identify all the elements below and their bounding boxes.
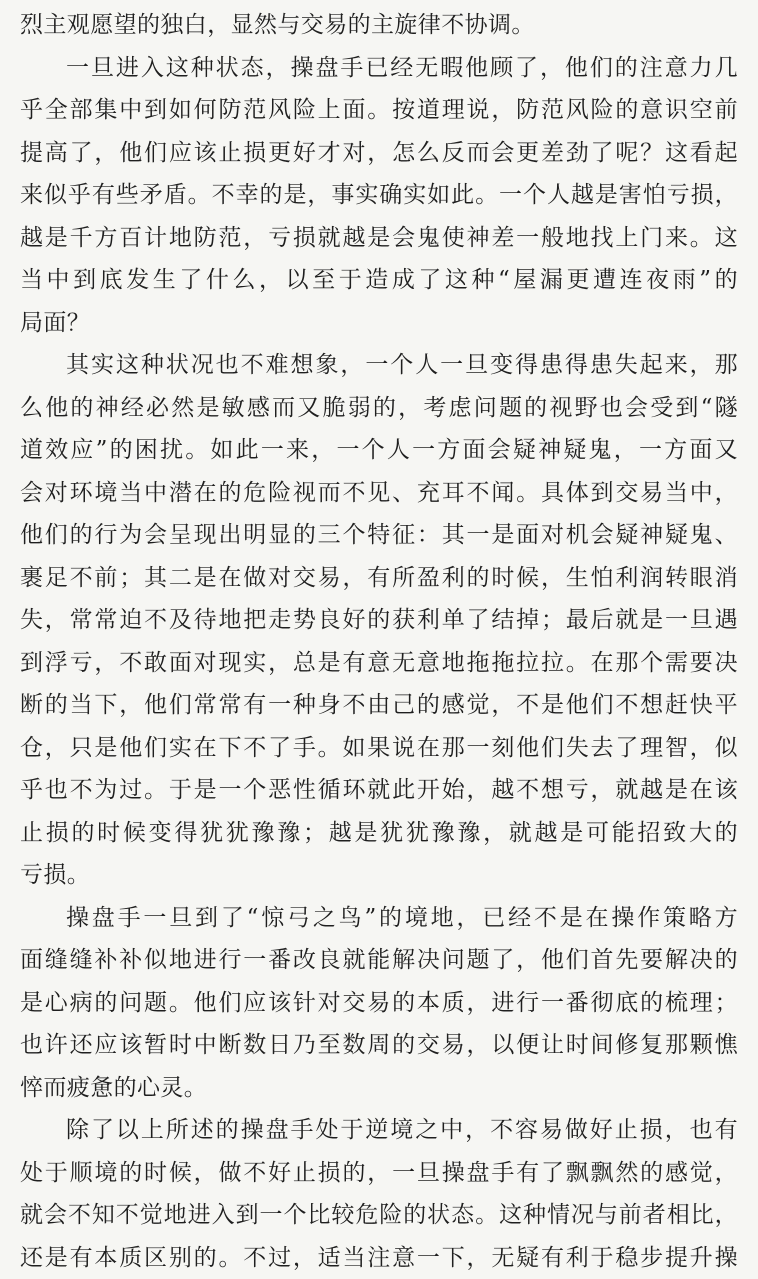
text-line: 会对环境当中潜在的危险视而不见、充耳不闻。具体到交易当中， [20,472,738,515]
paragraph-5 [20,1109,738,1279]
text-line: 悴而疲惫的心灵。 [20,1067,738,1110]
text-line: 来似乎有些矛盾。不幸的是，事实确实如此。一个人越是害怕亏损， [20,174,738,217]
text-line: 亏损。 [20,854,738,897]
text-line: 当中到底发生了什么，以至于造成了这种“屋漏更遭连夜雨”的 [20,259,738,302]
text-line: 道效应”的困扰。如此一来，一个人一方面会疑神疑鬼，一方面又 [20,429,738,472]
text-line: 其实这种状况也不难想象，一个人一旦变得患得患失起来，那 [20,344,738,387]
paragraph-4 [20,897,738,1110]
paragraph-2 [20,47,738,345]
text-line: 断的当下，他们常常有一种身不由己的感觉，不是他们不想赶快平 [20,684,738,727]
paragraph-3 [20,344,738,897]
text-line: 除了以上所述的操盘手处于逆境之中，不容易做好止损，也有 [20,1109,738,1152]
text-line: 处于顺境的时候，做不好止损的，一旦操盘手有了飘飘然的感觉， [20,1152,738,1195]
text-line: 局面？ [20,302,738,345]
text-line: 仓，只是他们实在下不了手。如果说在那一刻他们失去了理智，似 [20,727,738,770]
text-line: 提高了，他们应该止损更好才对，怎么反而会更差劲了呢？这看起 [20,132,738,175]
text-line: 裹足不前；其二是在做对交易，有所盈利的时候，生怕利润转眼消 [20,557,738,600]
text-line: 么他的神经必然是敏感而又脆弱的，考虑问题的视野也会受到“隧 [20,387,738,430]
text-line: 就会不知不觉地进入到一个比较危险的状态。这种情况与前者相比， [20,1194,738,1237]
text-line: 越是千方百计地防范，亏损就越是会鬼使神差一般地找上门来。这 [20,217,738,260]
text-line: 他们的行为会呈现出明显的三个特征：其一是面对机会疑神疑鬼、 [20,514,738,557]
text-line: 也许还应该暂时中断数日乃至数周的交易，以便让时间修复那颗憔 [20,1024,738,1067]
paragraph-1 [20,4,738,47]
text-line: 面缝缝补补似地进行一番改良就能解决问题了，他们首先要解决的 [20,939,738,982]
text-line: 还是有本质区别的。不过，适当注意一下，无疑有利于稳步提升操 [20,1237,738,1279]
text-line: 一旦进入这种状态，操盘手已经无暇他顾了，他们的注意力几 [20,47,738,90]
text-line: 到浮亏，不敢面对现实，总是有意无意地拖拖拉拉。在那个需要决 [20,642,738,685]
text-line: 乎也不为过。于是一个恶性循环就此开始，越不想亏，就越是在该 [20,769,738,812]
text-line: 失，常常迫不及待地把走势良好的获利单了结掉；最后就是一旦遇 [20,599,738,642]
text-line: 操盘手一旦到了“惊弓之鸟”的境地，已经不是在操作策略方 [20,897,738,940]
text-line: 乎全部集中到如何防范风险上面。按道理说，防范风险的意识空前 [20,89,738,132]
text-line: 是心病的问题。他们应该针对交易的本质，进行一番彻底的梳理； [20,982,738,1025]
text-line: 烈主观愿望的独白，显然与交易的主旋律不协调。 [20,4,738,47]
text-line: 止损的时候变得犹犹豫豫；越是犹犹豫豫，就越是可能招致大的 [20,812,738,855]
